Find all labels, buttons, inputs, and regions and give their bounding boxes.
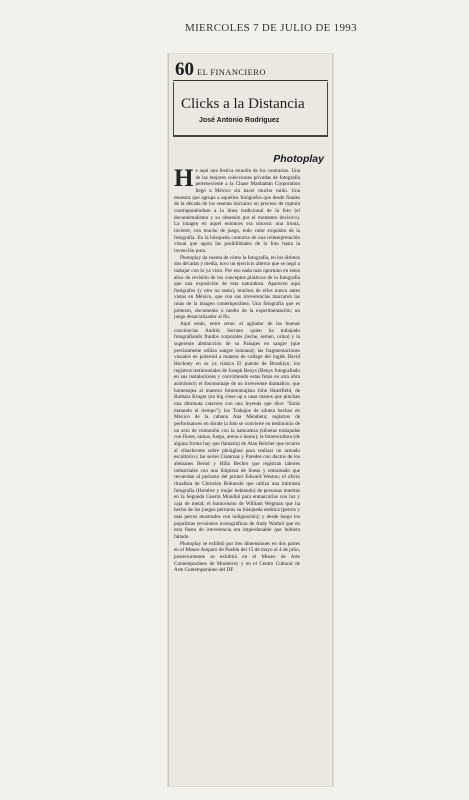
headline: Clicks a la Distancia — [181, 96, 305, 113]
article-body — [174, 165, 300, 574]
article-paragraph: Photoplay da cuenta de cómo la fotografía, en los últimos dos décadas y media, tuvo un ejercicio alterno que se negó a trabajar con lo ya visto. Por eso nada más oportuno en estos años de revisión de los conceptos plásticos de la fotografía que una exposición de esta naturaleza. Aparecen aquí fotógrafos (y otro no tanto), muchos de ellos nunca antes vistos en México, que con sus irreverencias marcaron las rutas de la imagen contemporánea. Una fotografía que es pretexto, documento o medio de la experimentación; un juego desacralizador al fin. — [174, 254, 300, 321]
article-paragraph: Photoplay se exhibió por tres dimensiones en dos partes en el Museo Amparo de Puebla del 15 de mayo al 4 de julio, posteriormente se exhibirá en el Museo de Arte Contemporáneo de Monterrey y en el Centro Cultural de Arte Contemporáneo del DF. — [174, 540, 300, 574]
drop-cap: H — [174, 165, 194, 192]
section-title: Photoplay — [273, 153, 324, 165]
newspaper-clipping — [168, 54, 333, 786]
byline: José Antonio Rodríguez — [199, 117, 280, 124]
article-paragraph: Aquí están, entre otros: el agitador de las buenas conciencias Andrés Serrano quien ha trabajado fotografiando fluidos corporales (leche, semen, orina) y la sugerente abstracción de su Paisajes en sangre (que precisamente utiliza sangre humana); las fragmentaciones visuales en polaroid a manera de collage del inglés David Hockney en su ya clásica El puente de Brooklyn; los registros testimoniales de Joseph Beuys (Beuys fotografiado en sus instalaciones y convirtiendo estas fotos en otra obra asimismo); el fotomontaje de un irreverente dramático, que homenajea al maestro fotomontajista John Heartfield, de Barbara Kruger (en big close up a unas manos que pinchan una diminuta calavera con una leyenda que dice: "Estás matando el tiempo"); los Trabajos de silueta hechos en México de la cubana Ana Mendieta; registros de performances en donde la foto se convierte en testimonio de un acto de comunión con la naturaleza (siluetas trabajadas con flores, ramas, fuego, arena o humo); la fotoescultura (de alguna forma hay que llamarla) de Alan Belcher que recurre al cibachrome sobre plexiglass para realizar un armado escultórico; las series Cisternas y Paredes con ductos de los alemanes Bernd y Hilla Becher que registran labores industriales con una limpieza de líneas y entramado que recuerdan al purismo del primer Edward Weston; el oficio ritualista de Christian Boltanski que utiliza una intimista fotografía (Hombre y mujer bebiendo) de personas muertas en la Segunda Guerra Mundial para enmarcarlas con luz y caja de metal; el humorismo de William Wegman que ha hecho de los juegos perrunos su búsqueda estética (perros y más perros mostrados con indignación); y desde luego los populistas revisiones iconográficas de Andy Warhol que en esta fiesta de irreverencia era imperdonable que hubiera faltado. — [174, 321, 300, 541]
byline-rule — [173, 135, 328, 136]
paragraph-text: e aquí una festiva reunión de los contrarios. Una de las mejores colecciones privadas de fotografía perteneciente a la Chase Manhattan Corporation llegó a México sin hacer mucho ruido. Una muestra que agrupa a aquellos fotógrafos que desde finales de la década de los sesenta iniciaron un proceso de ruptura contraponiéndose a la línea tradicional de la foto (el documentalismo y su obsesión por el momento decisivo). La imagen en aquel entonces era sincera: una ironía, invierte, con mucho de juego, todo valor exquisito de la fotografía. En la búsqueda contraria de una reinterpretación visual que agota las posibilidades de la foto hasta la invención pura. — [174, 168, 300, 254]
page-number: 60 — [175, 59, 194, 80]
masthead-rule — [173, 80, 328, 81]
dateline: MIERCOLES 7 DE JULIO DE 1993 — [185, 22, 357, 34]
article-paragraph — [174, 165, 300, 255]
masthead — [175, 60, 266, 79]
newspaper-name: EL FINANCIERO — [197, 67, 266, 77]
